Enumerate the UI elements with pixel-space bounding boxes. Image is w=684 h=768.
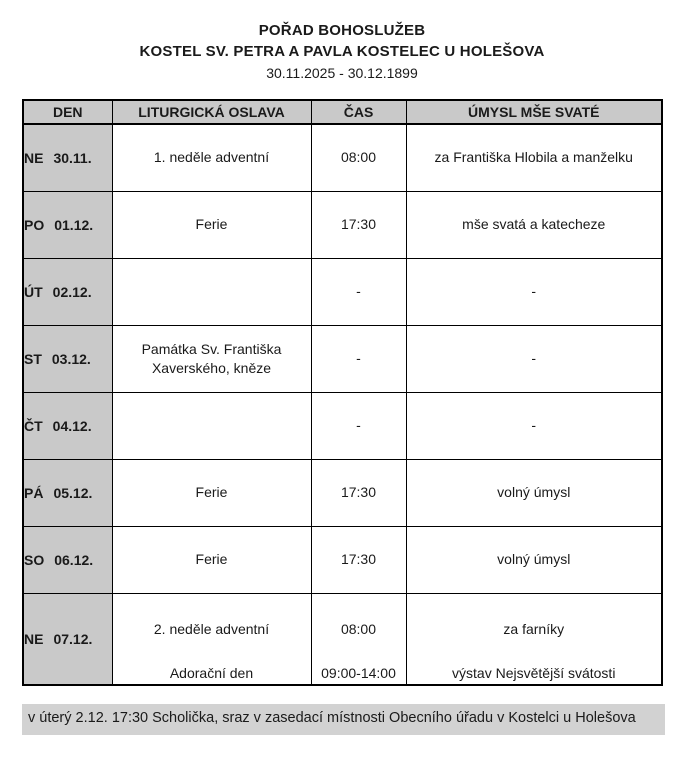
day-abbrev: NE — [24, 149, 44, 166]
day-date: 05.12. — [53, 484, 93, 501]
church-name: KOSTEL SV. PETRA A PAVLA KOSTELEC U HOLEŠOVA — [139, 43, 545, 60]
time-cell: 17:30 — [311, 459, 406, 526]
table-row — [23, 459, 662, 526]
day-abbrev: NE — [24, 630, 44, 647]
day-date: 04.12. — [52, 417, 92, 434]
table-header — [23, 100, 662, 124]
table-row — [23, 392, 662, 459]
intention-line-2: výstav Nejsvětější svátosti — [452, 664, 616, 681]
day-date: 06.12. — [54, 551, 94, 568]
time-cell: - — [311, 392, 406, 459]
celebration-cell — [112, 258, 311, 325]
intention-cell — [406, 593, 662, 685]
date-range: 30.11.2025 - 30.12.1899 — [266, 65, 418, 81]
day-cell — [23, 526, 112, 593]
day-cell — [23, 124, 112, 191]
col-header-cas: ČAS — [311, 100, 406, 124]
day-date: 07.12. — [53, 630, 93, 647]
celebration-cell: Ferie — [112, 526, 311, 593]
table-row — [23, 258, 662, 325]
intention-cell: - — [406, 325, 662, 392]
time-cell — [311, 593, 406, 685]
intention-cell: - — [406, 258, 662, 325]
day-cell — [23, 325, 112, 392]
time-cell: 17:30 — [311, 526, 406, 593]
table-body — [23, 124, 662, 685]
intention-cell: - — [406, 392, 662, 459]
day-date: 02.12. — [52, 283, 92, 300]
intention-line-1: za farníky — [503, 621, 565, 637]
day-abbrev: ST — [24, 350, 42, 367]
day-abbrev: PÁ — [24, 484, 44, 501]
footer-note: v úterý 2.12. 17:30 Scholička, sraz v zasedací místnosti Obecního úřadu v Kostelci u Holešova — [22, 704, 665, 735]
table-row — [23, 593, 662, 685]
celebration-lines — [113, 594, 311, 684]
col-header-umysl: ÚMYSL MŠE SVATÉ — [406, 100, 662, 124]
time-line-1: 08:00 — [340, 621, 377, 637]
time-cell: - — [311, 325, 406, 392]
table-row — [23, 124, 662, 191]
intention-cell: mše svatá a katecheze — [406, 191, 662, 258]
celebration-cell: 1. neděle adventní — [112, 124, 311, 191]
intention-cell: volný úmysl — [406, 459, 662, 526]
title-block — [0, 0, 684, 83]
table-row — [23, 526, 662, 593]
intention-lines — [407, 594, 662, 684]
celebration-cell — [112, 593, 311, 685]
time-lines — [312, 594, 406, 684]
celebration-cell: Památka Sv. Františka Xaverského, kněze — [112, 325, 311, 392]
celebration-line-1: 2. neděle adventní — [153, 621, 270, 637]
time-cell: 17:30 — [311, 191, 406, 258]
day-cell — [23, 459, 112, 526]
schedule-table — [22, 99, 663, 686]
intention-cell: volný úmysl — [406, 526, 662, 593]
day-date: 03.12. — [51, 350, 91, 367]
col-header-den: DEN — [23, 100, 112, 124]
celebration-cell: Ferie — [112, 459, 311, 526]
header-row — [23, 100, 662, 124]
time-line-2: 09:00-14:00 — [321, 664, 396, 681]
day-cell — [23, 392, 112, 459]
time-cell: 08:00 — [311, 124, 406, 191]
day-abbrev: SO — [24, 551, 45, 568]
day-date: 30.11. — [53, 149, 92, 166]
day-cell — [23, 191, 112, 258]
col-header-liturgicka-oslava: LITURGICKÁ OSLAVA — [112, 100, 311, 124]
day-abbrev: ČT — [24, 417, 43, 434]
day-date: 01.12. — [54, 216, 94, 233]
day-cell — [23, 593, 112, 685]
celebration-line-2: Adorační den — [169, 664, 254, 681]
day-cell — [23, 258, 112, 325]
page-title: POŘAD BOHOSLUŽEB — [258, 22, 426, 39]
celebration-cell — [112, 392, 311, 459]
celebration-cell: Ferie — [112, 191, 311, 258]
intention-cell: za Františka Hlobila a manželku — [406, 124, 662, 191]
time-cell: - — [311, 258, 406, 325]
table-row — [23, 325, 662, 392]
day-abbrev: ÚT — [24, 283, 43, 300]
table-row — [23, 191, 662, 258]
day-abbrev: PO — [24, 216, 45, 233]
